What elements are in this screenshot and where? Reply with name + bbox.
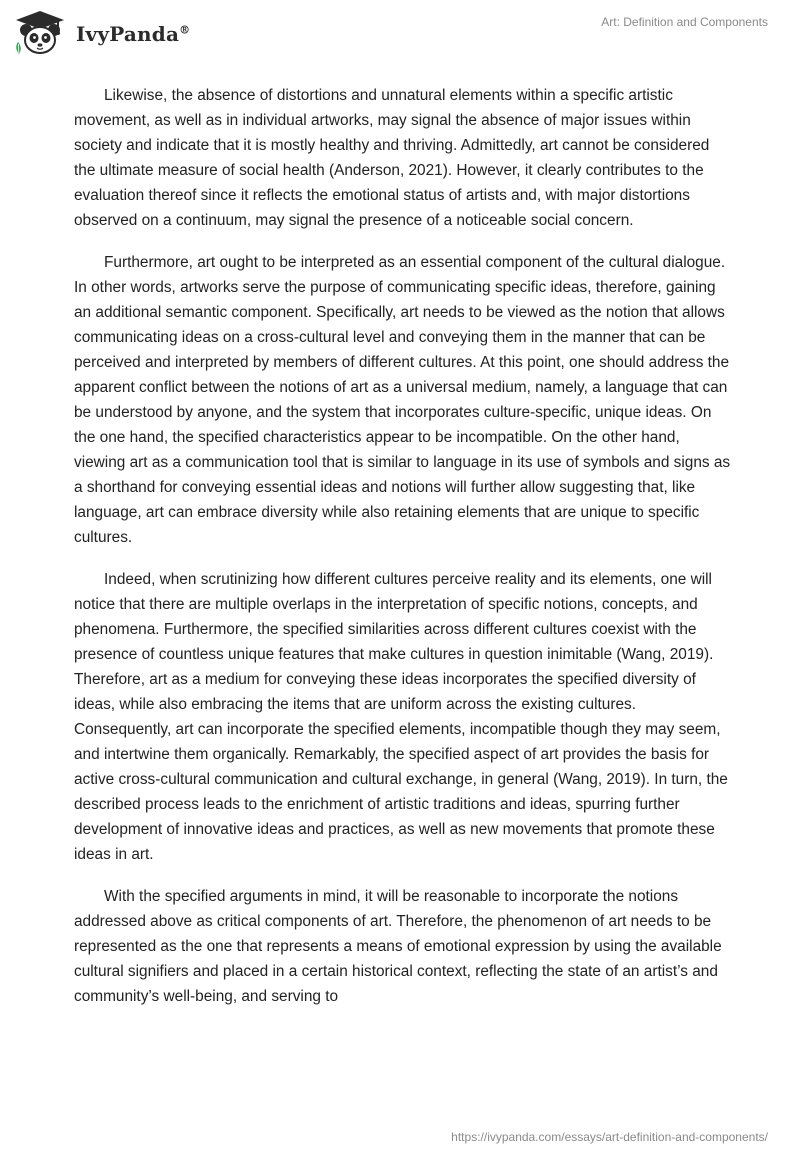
ivypanda-logo[interactable]	[12, 8, 190, 58]
paragraph: Likewise, the absence of distortions and unnatural elements within a specific artistic movement, as well as in individual artworks, may signal the absence of major issues within society and indicate that it is mostly healthy and thriving. Admittedly, art cannot be considered the ultimate measure of social health (Anderson, 2021). However, it clearly contributes to the evaluation thereof since it reflects the emotional status of artists and, with major distortions observed on a continuum, may signal the presence of a noticeable social concern.	[74, 87, 710, 229]
document-title: Art: Definition and Components	[601, 15, 768, 29]
brand-name: IvyPanda®	[76, 22, 191, 46]
paragraph: Furthermore, art ought to be interpreted as an essential component of the cultural dialogue. In other words, artworks serve the purpose of communicating specific ideas, therefore, gaining an additional semantic component. Specifically, art needs to be viewed as the notion that allows communicating ideas on a cross-cultural level and conveying them in the manner that can be perceived and interpreted by members of different cultures. At this point, one should address the apparent conflict between the notions of art as a universal medium, namely, a language that can be understood by anyone, and the system that incorporates culture-specific, unique ideas. On the one hand, the specified characteristics appear to be incompatible. On the other hand, viewing art as a communication tool that is similar to language in its use of symbols and signs as a shorthand for conveying essential ideas and notions will further allow suggesting that, like language, art can embrace diversity while also retaining elements that are unique to specific cultures.	[74, 254, 731, 546]
panda-graduation-cap-icon	[12, 8, 68, 58]
paragraph: Indeed, when scrutinizing how different cultures perceive reality and its elements, one will notice that there are multiple overlaps in the interpretation of specific notions, concepts, and phenomena. Furthermore, the specified similarities across different cultures coexist with the presence of countless unique features that make cultures in question inimitable (Wang, 2019). Therefore, art as a medium for conveying these ideas incorporates the specified diversity of ideas, while also embracing the items that are uniform across the existing cultures. Consequently, art can incorporate the specified elements, incompatible though they may seem, and intertwine them organically. Remarkably, the specified aspect of art provides the basis for active cross-cultural communication and cultural exchange, in general (Wang, 2019). In turn, the described process leads to the enrichment of artistic traditions and ideas, spurring further development of innovative ideas and practices, as well as new movements that promote these ideas in art.	[74, 571, 728, 863]
paragraph: With the specified arguments in mind, it will be reasonable to incorporate the notions addressed above as critical components of art. Therefore, the phenomenon of art needs to be represented as the one that represents a means of emotional expression by using the available cultural signifiers and placed in a certain historical context, reflecting the state of an artist’s and community’s well-being, and serving to	[74, 888, 722, 1005]
page-header	[0, 0, 800, 70]
registered-mark: ®	[179, 23, 191, 37]
essay-body	[74, 70, 734, 1026]
source-url[interactable]: https://ivypanda.com/essays/art-definition-and-components/	[451, 1130, 768, 1144]
